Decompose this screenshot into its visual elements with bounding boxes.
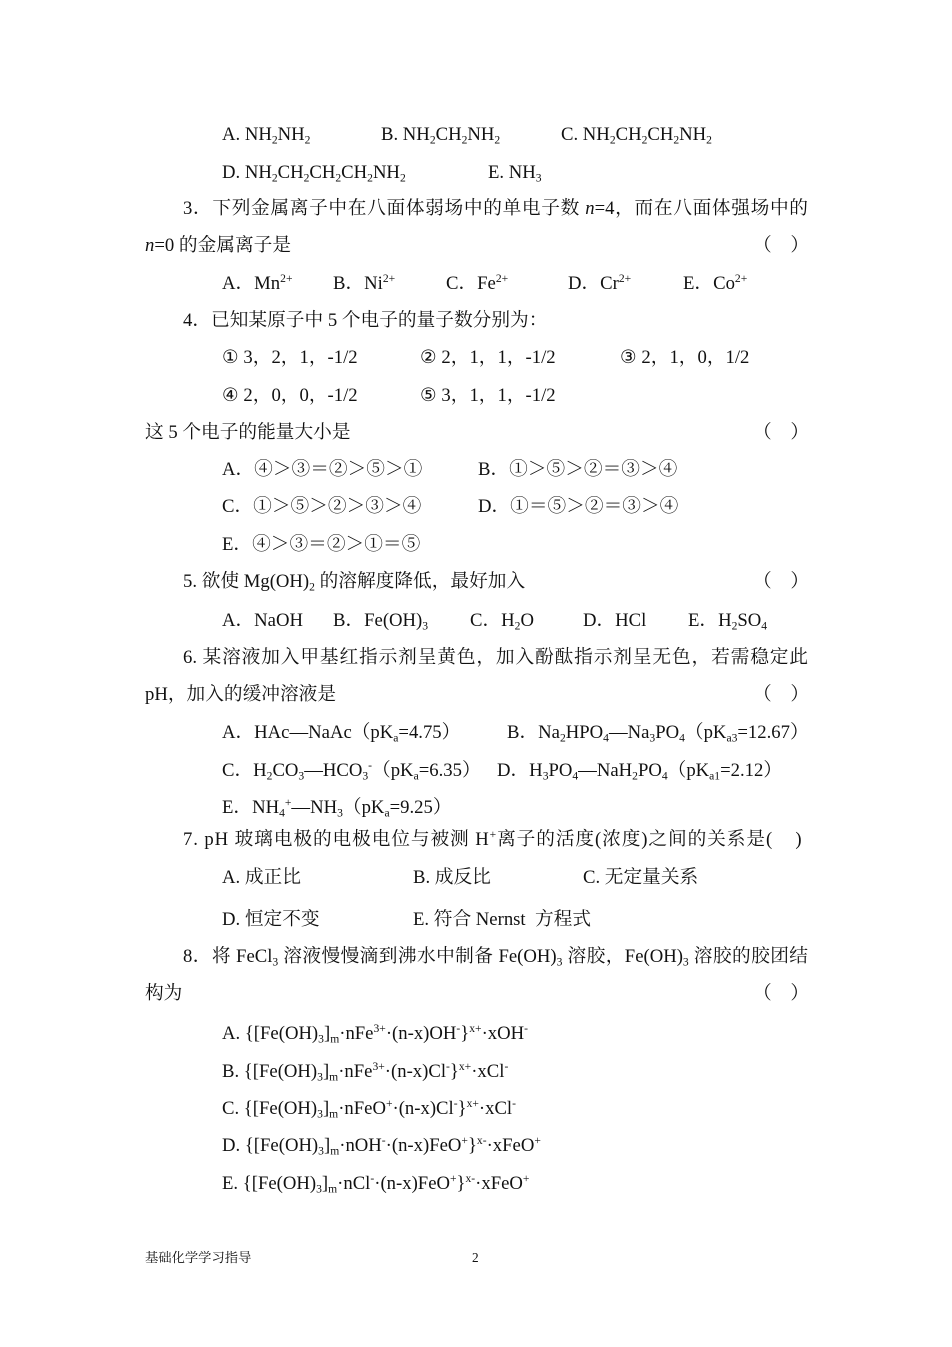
text-run: CH xyxy=(615,124,642,145)
text-run: A. {[Fe(OH) xyxy=(222,1023,319,1044)
subscript: 2 xyxy=(309,580,315,594)
q7-option-c: C. 无定量关系 xyxy=(583,867,699,888)
q4-quantum-set-2: ② 2，1，1，-1/2 xyxy=(420,347,556,368)
subscript: 3 xyxy=(542,769,549,783)
subscript: 2 xyxy=(706,133,712,147)
text-run: 3．下列金属离子中在八面体弱场中的单电子数 xyxy=(183,198,586,219)
subscript: 2 xyxy=(494,133,501,147)
q4-quantum-set-1: ① 3，2，1，-1/2 xyxy=(222,347,358,368)
superscript: 2+ xyxy=(382,272,396,286)
superscript: 2+ xyxy=(618,272,632,286)
text-run: ·(n-x)Cl xyxy=(392,1098,454,1119)
text-run: =2.12） xyxy=(720,760,783,781)
q3-option-e xyxy=(683,272,747,296)
subscript: 2 xyxy=(399,171,406,185)
subscript: m xyxy=(329,1107,339,1121)
subscript: 3 xyxy=(298,769,305,783)
superscript: - xyxy=(512,1097,516,1111)
text-run: B. {[Fe(OH) xyxy=(222,1061,318,1082)
text-run: ·(n-x)FeO xyxy=(385,1135,462,1156)
text-run: HPO xyxy=(565,722,604,743)
superscript: x- xyxy=(476,1134,487,1148)
text-run: PO xyxy=(548,760,573,781)
subscript: 2 xyxy=(367,171,373,185)
subscript: 2 xyxy=(731,619,738,633)
text-run: NH xyxy=(679,124,707,145)
subscript: 2 xyxy=(461,133,468,147)
q4-quantum-set-3: ③ 2，1，0，1/2 xyxy=(620,347,750,368)
q8-stem-line-2: 构为 xyxy=(145,983,183,1004)
text-run: （pK xyxy=(667,760,710,781)
subscript: 2 xyxy=(609,133,616,147)
subscript: 2 xyxy=(514,619,521,633)
text-run: } xyxy=(460,1023,470,1044)
superscript: - xyxy=(370,1172,375,1186)
subscript: 3 xyxy=(317,1107,323,1121)
q6-option-e xyxy=(222,796,452,820)
subscript: a1 xyxy=(709,769,721,783)
text-run: =4.75） xyxy=(398,722,461,743)
q3-option-c xyxy=(446,272,508,296)
text-run: CH xyxy=(435,124,462,145)
q5-stem xyxy=(183,570,525,594)
q8-answer-blank: （ ） xyxy=(753,983,810,1004)
text-run: ] xyxy=(321,1173,329,1194)
superscript: - xyxy=(446,1060,450,1074)
q4-option-e: E．④＞③＝②＞①＝⑤ xyxy=(222,534,421,555)
text-run: ·xOH xyxy=(481,1023,525,1044)
text-run: O xyxy=(520,610,534,631)
text-run: ·(n-x)OH xyxy=(385,1023,457,1044)
q6-option-b xyxy=(507,721,809,745)
text-run: ·nFe xyxy=(339,1023,374,1044)
q8-option-e xyxy=(222,1172,529,1196)
q3-stem-line-1 xyxy=(183,197,808,221)
subscript: m xyxy=(328,1182,338,1196)
q4-quantum-set-4: ④ 2，0，0，-1/2 xyxy=(222,385,358,406)
subscript: 4 xyxy=(603,731,609,745)
q2-option-c xyxy=(561,123,712,147)
text-run: } xyxy=(449,1061,459,1082)
q8-option-c xyxy=(222,1097,516,1121)
text-run: ·xFeO xyxy=(486,1135,535,1156)
text-run: PO xyxy=(655,722,680,743)
text-run: ·nFe xyxy=(338,1061,373,1082)
text-run: ·nOH xyxy=(339,1135,382,1156)
q2-option-e xyxy=(488,161,542,185)
text-run: A．NaOH xyxy=(222,610,303,631)
superscript: x+ xyxy=(466,1097,479,1111)
subscript: 3 xyxy=(362,769,369,783)
subscript: 3 xyxy=(682,955,689,969)
q7-option-b: B. 成反比 xyxy=(413,867,491,888)
text-run: （pK xyxy=(684,722,727,743)
superscript: + xyxy=(385,1097,393,1111)
q4-option-d: D．①＝⑤＞②＝③＞④ xyxy=(478,496,679,517)
superscript: 3+ xyxy=(373,1022,386,1036)
q6-option-d xyxy=(497,759,782,783)
text-run: CH xyxy=(647,124,674,145)
subscript: a xyxy=(393,731,399,745)
superscript: x+ xyxy=(458,1060,472,1074)
subscript: 2 xyxy=(303,171,310,185)
text-run: D．Cr xyxy=(568,273,619,294)
subscript: 2 xyxy=(266,769,273,783)
subscript: 3 xyxy=(317,1070,323,1084)
q6-stem-line-2: pH，加入的缓冲溶液是 xyxy=(145,684,337,705)
q3-stem-line-2 xyxy=(145,234,291,258)
superscript: + xyxy=(489,828,498,842)
subscript: a3 xyxy=(726,731,738,745)
subscript: m xyxy=(330,1032,340,1046)
subscript: a xyxy=(384,806,390,820)
text-run: D．HCl xyxy=(583,610,647,631)
superscript: - xyxy=(524,1022,528,1036)
text-run: —HCO xyxy=(304,760,363,781)
q3-answer-blank: （ ） xyxy=(753,235,810,256)
superscript: + xyxy=(522,1172,530,1186)
italic-variable: n xyxy=(145,235,155,256)
q4-option-a: A．④＞③＝②＞⑤＞① xyxy=(222,459,423,480)
subscript: 4 xyxy=(661,769,668,783)
subscript: 3 xyxy=(318,1032,324,1046)
text-run: B. NH xyxy=(381,124,430,145)
q7-stem xyxy=(183,828,802,852)
text-run: =6.35） xyxy=(418,760,481,781)
text-run: —NH xyxy=(291,797,338,818)
superscript: 3+ xyxy=(372,1060,385,1074)
text-run: ·xCl xyxy=(478,1098,513,1119)
text-run: =0 的金属离子是 xyxy=(154,235,292,256)
q6-stem-line-1: 6. 某溶液加入甲基红指示剂呈黄色，加入酚酞指示剂呈无色，若需稳定此 xyxy=(183,647,808,668)
superscript: - xyxy=(504,1060,509,1074)
text-run: C．H xyxy=(222,760,267,781)
subscript: 2 xyxy=(271,171,278,185)
text-run: 8．将 FeCl xyxy=(183,946,273,967)
q4-question: 这 5 个电子的能量大小是 xyxy=(145,422,351,443)
subscript: 2 xyxy=(559,731,566,745)
text-run: =4，而在八面体强场中的 xyxy=(594,198,808,219)
text-run: 5. 欲使 Mg(OH) xyxy=(183,571,310,592)
subscript: 4 xyxy=(679,731,685,745)
page-number: 2 xyxy=(472,1250,479,1265)
text-run: PO xyxy=(637,760,662,781)
superscript: x+ xyxy=(469,1022,482,1036)
text-run: 溶液慢慢滴到沸水中制备 Fe(OH) xyxy=(278,946,557,967)
text-run: } xyxy=(467,1135,477,1156)
text-run: A．HAc—NaAc（pK xyxy=(222,722,394,743)
q5-option-c xyxy=(470,609,534,633)
q3-option-d xyxy=(568,272,631,296)
subscript: 3 xyxy=(649,731,656,745)
q5-option-a xyxy=(222,609,303,633)
subscript: 3 xyxy=(337,806,343,820)
text-run: C. NH xyxy=(561,124,610,145)
text-run: E. NH xyxy=(488,162,536,183)
text-run: ·xCl xyxy=(471,1061,505,1082)
subscript: 2 xyxy=(271,133,278,147)
text-run: ·nCl xyxy=(337,1173,371,1194)
q5-option-b xyxy=(333,609,428,633)
q6-option-a xyxy=(222,721,460,745)
subscript: 3 xyxy=(272,955,279,969)
q5-option-d xyxy=(583,609,646,633)
q4-quantum-set-5: ⑤ 3，1，1，-1/2 xyxy=(420,385,556,406)
text-run: ·nFeO xyxy=(338,1098,386,1119)
text-run: =12.67） xyxy=(737,722,809,743)
text-run: 7. pH 玻璃电极的电极电位与被测 H xyxy=(183,829,490,850)
text-run: A．Mn xyxy=(222,273,281,294)
superscript: x- xyxy=(465,1172,476,1186)
text-run: D．H xyxy=(497,760,543,781)
subscript: 4 xyxy=(572,769,579,783)
text-run: =9.25） xyxy=(389,797,452,818)
q5-answer-blank: （ ） xyxy=(753,571,810,592)
superscript: 2+ xyxy=(495,272,509,286)
text-run: CH xyxy=(309,162,336,183)
text-run: CH xyxy=(341,162,368,183)
text-run: A. NH xyxy=(222,124,272,145)
subscript: 2 xyxy=(673,133,680,147)
q6-answer-blank: （ ） xyxy=(753,684,810,705)
superscript: 2+ xyxy=(280,272,293,286)
q8-option-d xyxy=(222,1134,541,1158)
q7-option-e: E. 符合 Nernst 方程式 xyxy=(413,909,592,930)
text-run: —NaH xyxy=(578,760,633,781)
subscript: 3 xyxy=(556,955,563,969)
q4-option-b: B．①＞⑤＞②＝③＞④ xyxy=(478,459,678,480)
superscript: + xyxy=(534,1134,541,1148)
text-run: E．NH xyxy=(222,797,280,818)
text-run: 溶胶，Fe(OH) xyxy=(562,946,683,967)
q2-option-d xyxy=(222,161,406,185)
text-run: —Na xyxy=(608,722,650,743)
footer-book-title: 基础化学学习指导 xyxy=(145,1250,252,1265)
text-run: ·(n-x)Cl xyxy=(384,1061,447,1082)
text-run: 的溶解度降低，最好加入 xyxy=(314,571,526,592)
superscript: - xyxy=(453,1097,458,1111)
subscript: m xyxy=(329,1070,339,1084)
superscript: - xyxy=(456,1022,461,1036)
text-run: ] xyxy=(323,1135,331,1156)
text-run: D. {[Fe(OH) xyxy=(222,1135,319,1156)
q7-option-d: D. 恒定不变 xyxy=(222,909,320,930)
subscript: 2 xyxy=(335,171,342,185)
text-run: } xyxy=(456,1173,466,1194)
q7-option-a: A. 成正比 xyxy=(222,867,301,888)
q6-option-c xyxy=(222,759,481,783)
superscript: - xyxy=(381,1134,386,1148)
subscript: 4 xyxy=(761,619,768,633)
text-run: C. {[Fe(OH) xyxy=(222,1098,318,1119)
superscript: 2+ xyxy=(734,272,748,286)
subscript: 2 xyxy=(641,133,648,147)
text-run: C．Fe xyxy=(446,273,496,294)
subscript: 4 xyxy=(279,806,285,820)
text-run: 离子的活度(浓度)之间的关系是( ) xyxy=(497,829,803,850)
subscript: 2 xyxy=(429,133,436,147)
text-run: ·(n-x)FeO xyxy=(374,1173,450,1194)
text-run: ] xyxy=(323,1023,331,1044)
text-run: NH xyxy=(467,124,495,145)
q8-stem-line-1 xyxy=(183,945,808,969)
superscript: + xyxy=(449,1172,457,1186)
text-run: CH xyxy=(277,162,304,183)
subscript: a xyxy=(413,769,419,783)
text-run: D. NH xyxy=(222,162,272,183)
text-run: （pK xyxy=(342,797,385,818)
q5-option-e xyxy=(688,609,767,633)
text-run: NH xyxy=(277,124,305,145)
q4-option-c: C．①＞⑤＞②＞③＞④ xyxy=(222,496,422,517)
text-run: B．Fe(OH) xyxy=(333,610,423,631)
text-run: ] xyxy=(322,1061,330,1082)
q4-answer-blank: （ ） xyxy=(753,422,810,443)
text-run: E．Co xyxy=(683,273,735,294)
q2-option-a xyxy=(222,123,310,147)
subscript: 2 xyxy=(304,133,311,147)
text-run: 溶胶的胶团结 xyxy=(688,946,808,967)
subscript: 3 xyxy=(318,1144,324,1158)
text-run: ·xFeO xyxy=(475,1173,523,1194)
text-run: NH xyxy=(372,162,400,183)
text-run: B．Na xyxy=(507,722,560,743)
text-run: （pK xyxy=(372,760,414,781)
superscript: + xyxy=(284,796,292,810)
text-run: B．Ni xyxy=(333,273,383,294)
q8-option-a xyxy=(222,1022,528,1046)
text-run: E．H xyxy=(688,610,732,631)
text-run: E. {[Fe(OH) xyxy=(222,1173,317,1194)
subscript: m xyxy=(330,1144,340,1158)
q4-stem: 4．已知某原子中 5 个电子的量子数分别为： xyxy=(183,310,548,331)
subscript: 3 xyxy=(535,171,542,185)
superscript: + xyxy=(461,1134,468,1148)
text-run: C．H xyxy=(470,610,515,631)
text-run: } xyxy=(457,1098,467,1119)
text-run: ] xyxy=(322,1098,330,1119)
subscript: 3 xyxy=(316,1182,322,1196)
superscript: - xyxy=(368,759,373,773)
italic-variable: n xyxy=(585,198,595,219)
subscript: 3 xyxy=(422,619,429,633)
text-run: CO xyxy=(272,760,299,781)
q3-option-b xyxy=(333,272,395,296)
q8-option-b xyxy=(222,1060,508,1084)
q2-option-b xyxy=(381,123,500,147)
subscript: 2 xyxy=(632,769,638,783)
text-run: SO xyxy=(737,610,762,631)
q3-option-a xyxy=(222,272,292,296)
